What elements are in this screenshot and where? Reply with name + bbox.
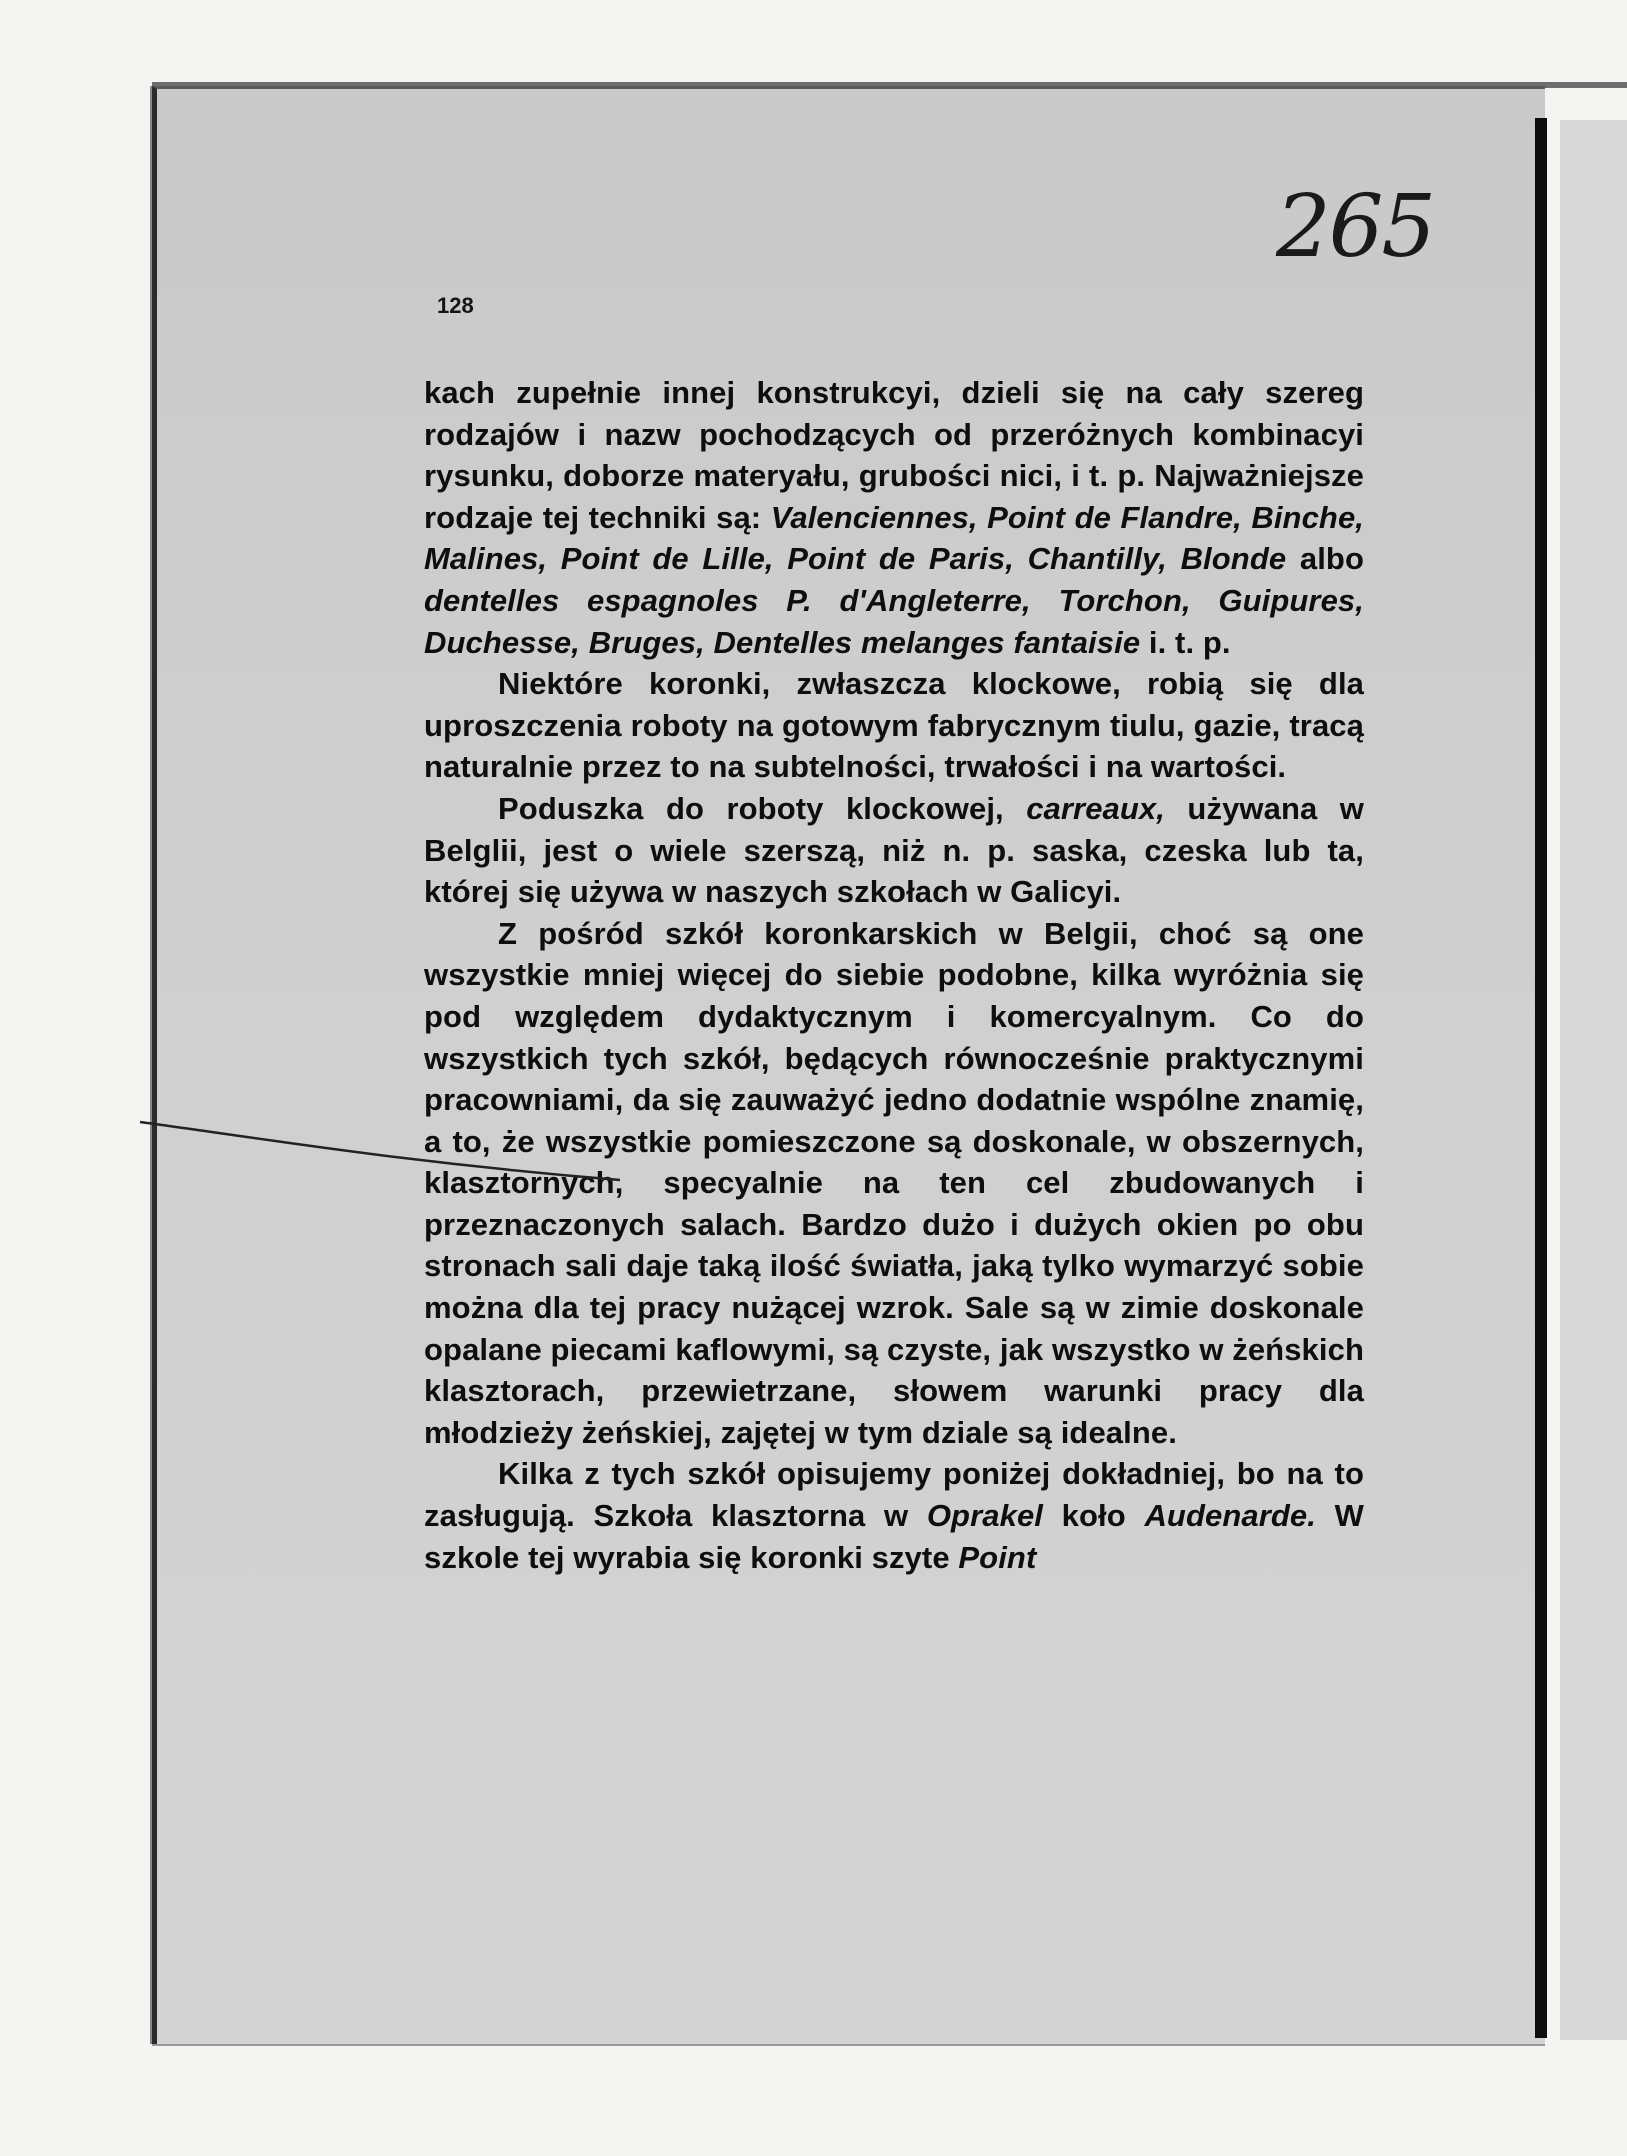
italic-text-run: Audenarde. (1144, 1498, 1316, 1534)
italic-text-run: Point (958, 1539, 1037, 1575)
printed-page-number: 128 (437, 293, 474, 318)
book-spine (1535, 118, 1547, 2038)
paragraph (424, 372, 1364, 663)
text-run: kach zupełnie innej konstrukcyi, dzieli się na cały szereg rodzajów i nazw pochodzących od przeróżnych kombinacyi rysunku, doborze materyału, grubości nici, i t. p. Najważniejsze rodzaje tej techniki są: (424, 375, 1364, 535)
handwritten-page-number (1268, 168, 1468, 278)
body-text (424, 372, 1364, 1578)
svg-text:265: 265 (1276, 177, 1435, 277)
text-run: W szkole tej wyrabia się koronki szyte (424, 1498, 1364, 1575)
text-run: albo (1286, 541, 1364, 577)
italic-text-run: Oprakel (926, 1498, 1043, 1534)
adjacent-page-edge (1560, 120, 1627, 2040)
paragraph (424, 1453, 1364, 1578)
text-run: koło (1043, 1498, 1145, 1534)
text-run: Kilka z tych szkół opisujemy poniżej dokładniej, bo na to zasługują. Szkoła klasztorna w (424, 1456, 1364, 1534)
italic-text-run: carreaux, (1026, 790, 1165, 826)
paragraph (424, 788, 1364, 913)
paragraph (424, 663, 1364, 788)
text-run: Z pośród szkół koronkarskich w Belgii, choć są one wszystkie mniej więcej do siebie podobne, kilka wyróżnia się pod względem dydaktycznym i komercyalnym. Co do wszystkich tych szkół, będących równocześnie praktycznymi pracowniami, da się zauważyć jedno dodatnie wspólne znamię, a to, że wszystkie pomieszczone są doskonale, w obszernych, klasztornych, specyalnie na ten cel zbudowanych i przeznaczonych salach. Bardzo dużo i dużych okien po obu stronach sali daje taką ilość światła, jaką tylko wymarzyć sobie można dla tej pracy nużącej wzrok. Sale są w zimie doskonale opalane piecami kaflowymi, są czyste, jak wszystko w żeńskich klasztorach, przewietrzane, słowem warunki pracy dla młodzieży żeńskiej, zajętej w tym dziale są idealne. (424, 915, 1364, 1450)
text-run: używana w Belglii, jest o wiele szerszą, niż n. p. saska, czeska lub ta, której się używa w naszych szkołach w Galicyi. (424, 790, 1364, 910)
paragraph (424, 913, 1364, 1454)
text-run: Niektóre koronki, zwłaszcza klockowe, robią się dla uproszczenia roboty na gotowym fabrycznym tiulu, gazie, tracą naturalnie przez to na subtelności, trwałości i na wartości. (424, 666, 1364, 785)
text-run: i. t. p. (1140, 624, 1231, 660)
italic-text-run: dentelles espagnoles P. d'Angleterre, Torchon, Guipures, Duchesse, Bruges, Dentelles melanges fantaisie (424, 582, 1364, 660)
text-run: Poduszka do roboty klockowej, (498, 790, 1027, 826)
italic-text-run: Valenciennes, Point de Flandre, Binche, Malines, Point de Lille, Point de Paris, Chantilly, Blonde (424, 499, 1364, 577)
